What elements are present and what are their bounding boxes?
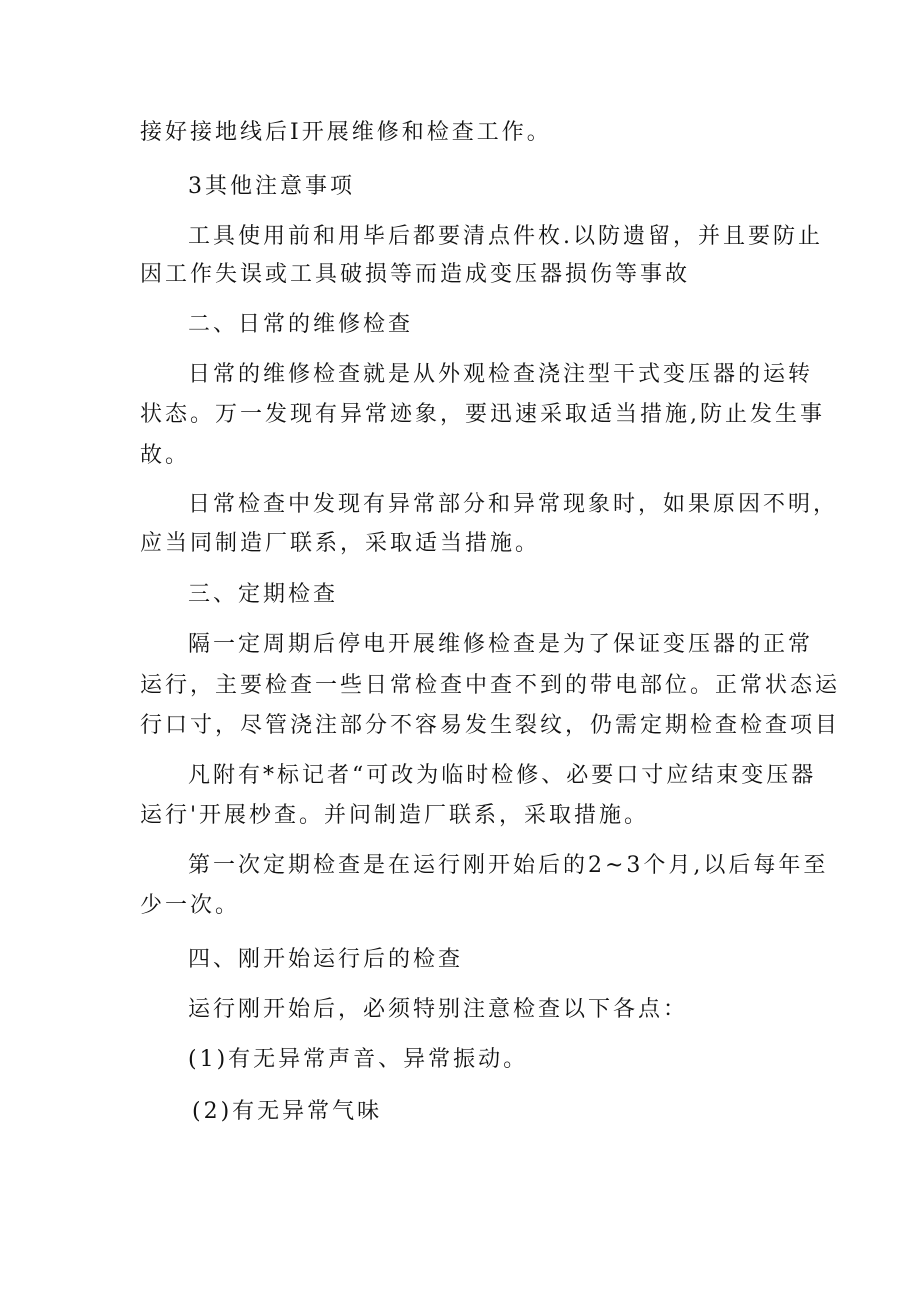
section-heading: 三、定期检查 (188, 582, 339, 607)
paragraph-line: 运行'开展杪查。并问制造厂联系，采取措施。 (140, 803, 650, 828)
list-item: (2)有无异常气味 (192, 1099, 383, 1124)
section-heading: 四、刚开始运行后的检查 (188, 947, 464, 972)
paragraph-line: 运行刚开始后，必须特别注意检查以下各点： (188, 997, 689, 1022)
paragraph-line: 少一次。 (140, 893, 241, 918)
paragraph-line: 因工作失误或工具破损等而造成变压器损伤等事故 (140, 262, 691, 287)
paragraph-line: 日常检查中发现有异常部分和异常现象时，如果原因不明， (188, 492, 839, 517)
paragraph-line: 行口寸，尽管浇注部分不容易发生裂纹，仍需定期检查检查项目 (140, 713, 841, 738)
list-item: (1)有无异常声音、异常振动。 (188, 1047, 529, 1072)
paragraph-line: 凡附有*标记者“可改为临时检修、必要口寸应结束变压器 (188, 763, 817, 788)
paragraph-line: 第一次定期检查是在运行刚开始后的2~3个月,以后每年至 (188, 853, 829, 878)
paragraph-line: 故。 (140, 443, 191, 468)
section-heading: 二、日常的维修检查 (188, 312, 414, 337)
paragraph-line: 隔一定周期后停电开展维修检查是为了保证变压器的正常 (188, 632, 814, 657)
section-heading: 3其他注意事项 (188, 174, 355, 199)
paragraph-line: 接好接地线后Ⅰ开展维修和检查工作。 (140, 120, 552, 145)
paragraph-line: 运行，主要检查一些日常检查中查不到的带电部位。正常状态运 (140, 673, 841, 698)
paragraph-line: 状态。万一发现有异常迹象，要迅速采取适当措施,防止发生事 (140, 402, 825, 427)
paragraph-line: 日常的维修检查就是从外观检查浇注型干式变压器的运转 (188, 362, 814, 387)
paragraph-line: 工具使用前和用毕后都要清点件枚.以防遗留，并且要防止 (188, 224, 823, 249)
paragraph-line: 应当同制造厂联系，采取适当措施。 (140, 531, 541, 556)
